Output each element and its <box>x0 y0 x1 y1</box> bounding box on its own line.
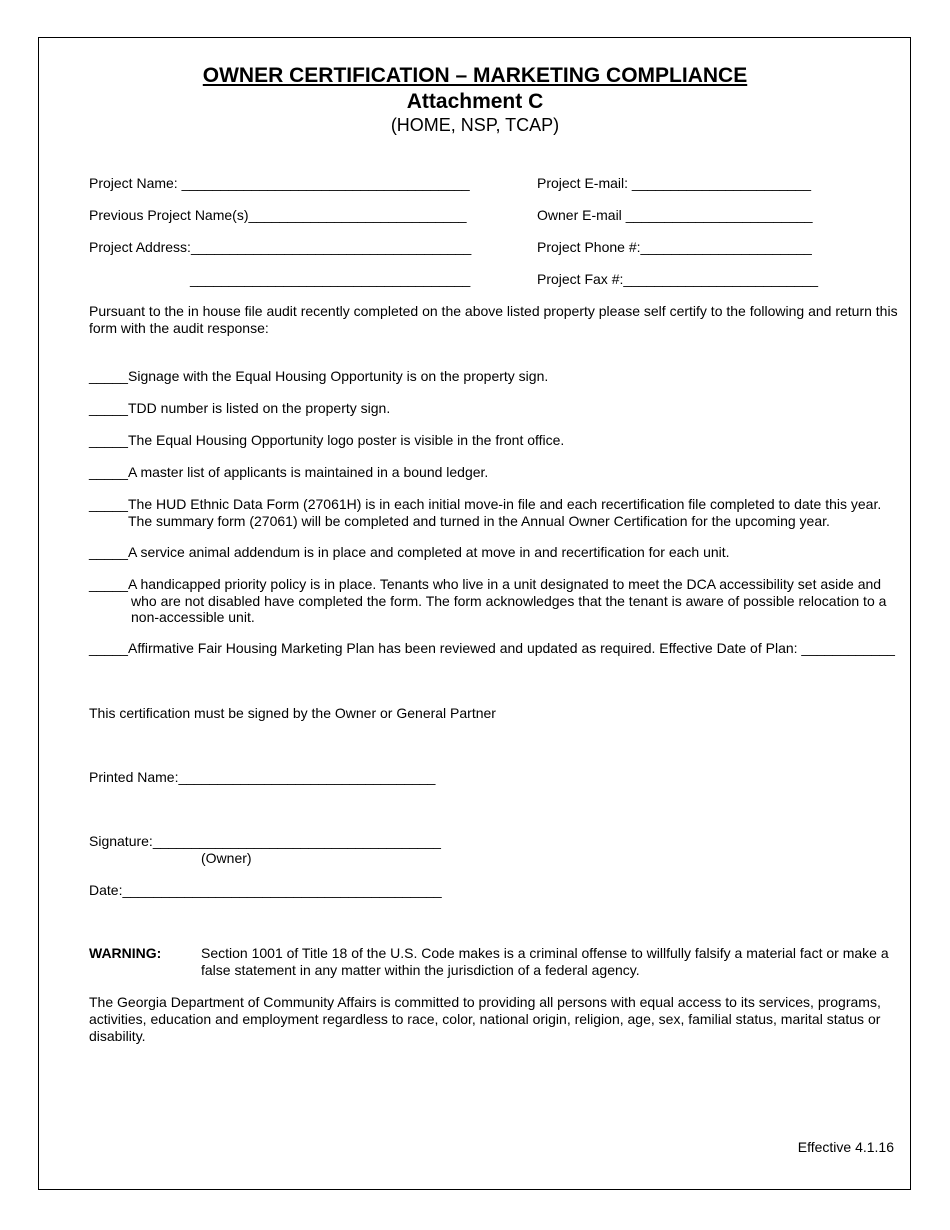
checklist-item-text: TDD number is listed on the property sign. <box>128 400 391 416</box>
checklist-item-text: Signage with the Equal Housing Opportunity is on the property sign. <box>128 368 549 384</box>
owner-email-line[interactable]: ________________________ <box>625 207 813 223</box>
previous-project-name-field[interactable] <box>89 207 467 224</box>
signature-note: This certification must be signed by the Owner or General Partner <box>89 705 496 721</box>
checklist-item-text: A master list of applicants is maintained in a bound ledger. <box>128 464 489 480</box>
previous-project-name-line[interactable]: ____________________________ <box>248 207 467 223</box>
intro-paragraph: Pursuant to the in house file audit recently completed on the above listed property please self certify to the following and return this form with the audit response: <box>89 303 898 336</box>
printed-name-line[interactable]: _________________________________ <box>178 769 436 785</box>
checklist-blank[interactable]: _____ <box>89 400 128 416</box>
project-email-field[interactable] <box>537 175 811 192</box>
project-name-label: Project Name: <box>89 175 182 191</box>
checklist-item <box>89 544 899 561</box>
checklist-item-text: Affirmative Fair Housing Marketing Plan has been reviewed and updated as required. Effective Date of Plan: ____________ <box>128 640 895 656</box>
warning-label: WARNING: <box>89 945 162 961</box>
equal-access-statement: The Georgia Department of Community Affairs is committed to providing all persons with equal access to its services, programs, activities, education and employment regardless to race, color, national origin, religion, age, sex, familial status, marital status or disability. <box>89 994 881 1044</box>
project-fax-field[interactable] <box>537 271 818 288</box>
project-address-line[interactable]: ____________________________________ <box>190 239 472 255</box>
checklist-blank[interactable]: _____ <box>89 464 128 480</box>
project-phone-label: Project Phone #: <box>537 239 641 255</box>
project-phone-field[interactable] <box>537 239 812 256</box>
project-email-line[interactable]: _______________________ <box>631 175 812 191</box>
checklist-blank[interactable]: _____ <box>89 368 128 384</box>
effective-date-footer: Effective 4.1.16 <box>797 1139 894 1155</box>
checklist-item <box>89 464 899 481</box>
printed-name-field[interactable] <box>89 769 435 786</box>
printed-name-label: Printed Name: <box>89 769 179 785</box>
project-phone-line[interactable]: ______________________ <box>640 239 812 255</box>
checklist-blank[interactable]: _____ <box>89 576 128 592</box>
signature-label: Signature: <box>89 833 153 849</box>
project-fax-line[interactable]: _________________________ <box>623 271 819 287</box>
warning-text: Section 1001 of Title 18 of the U.S. Code makes is a criminal offense to willfully falsify a material fact or make a false statement in any matter within the jurisdiction of a federal agency. <box>201 945 889 978</box>
checklist-blank[interactable]: _____ <box>89 432 128 448</box>
project-name-line[interactable]: _____________________________________ <box>181 175 470 191</box>
project-address-line-2[interactable] <box>190 271 470 288</box>
checklist-blank[interactable]: _____ <box>89 544 128 560</box>
programs-label: (HOME, NSP, TCAP) <box>390 115 560 135</box>
checklist-item <box>89 432 899 449</box>
checklist-item <box>89 400 899 417</box>
project-email-label: Project E-mail: <box>537 175 632 191</box>
project-name-field[interactable] <box>89 175 470 192</box>
owner-email-label: Owner E-mail <box>537 207 626 223</box>
checklist-item-text: The HUD Ethnic Data Form (27061H) is in each initial move-in file and each recertification file completed to date this year. The summary form (27061) will be completed and turned in the Annual Owner Certification for the upcoming year. <box>128 496 882 529</box>
date-label: Date: <box>89 882 123 898</box>
checklist-item <box>89 576 899 626</box>
project-address-line-2-text[interactable]: ____________________________________ <box>190 271 471 287</box>
project-fax-label: Project Fax #: <box>537 271 624 287</box>
project-address-field[interactable] <box>89 239 471 256</box>
project-address-label: Project Address: <box>89 239 191 255</box>
owner-email-field[interactable] <box>537 207 813 224</box>
attachment-label: Attachment C <box>406 90 544 113</box>
date-line[interactable]: _________________________________________ <box>122 882 442 898</box>
date-field[interactable] <box>89 882 442 899</box>
signature-line[interactable]: _____________________________________ <box>152 833 441 849</box>
checklist-item <box>89 496 899 529</box>
checklist-blank[interactable]: _____ <box>89 640 128 656</box>
checklist-item <box>89 640 899 657</box>
checklist-item <box>89 368 899 385</box>
signature-owner-caption: (Owner) <box>201 850 252 866</box>
checklist-item-text: A service animal addendum is in place and completed at move in and recertification for each unit. <box>128 544 730 560</box>
previous-project-name-label: Previous Project Name(s) <box>89 207 249 223</box>
checklist-item-text: The Equal Housing Opportunity logo poster is visible in the front office. <box>128 432 565 448</box>
signature-field[interactable] <box>89 833 441 850</box>
checklist-item-text: A handicapped priority policy is in place. Tenants who live in a unit designated to meet the DCA accessibility set aside and who are not disabled have completed the form. The form acknowledges that the tenant is aware of possible relocation to a non-accessible unit. <box>128 576 887 625</box>
page-title: OWNER CERTIFICATION – MARKETING COMPLIANCE <box>202 64 748 87</box>
checklist-blank[interactable]: _____ <box>89 496 128 512</box>
